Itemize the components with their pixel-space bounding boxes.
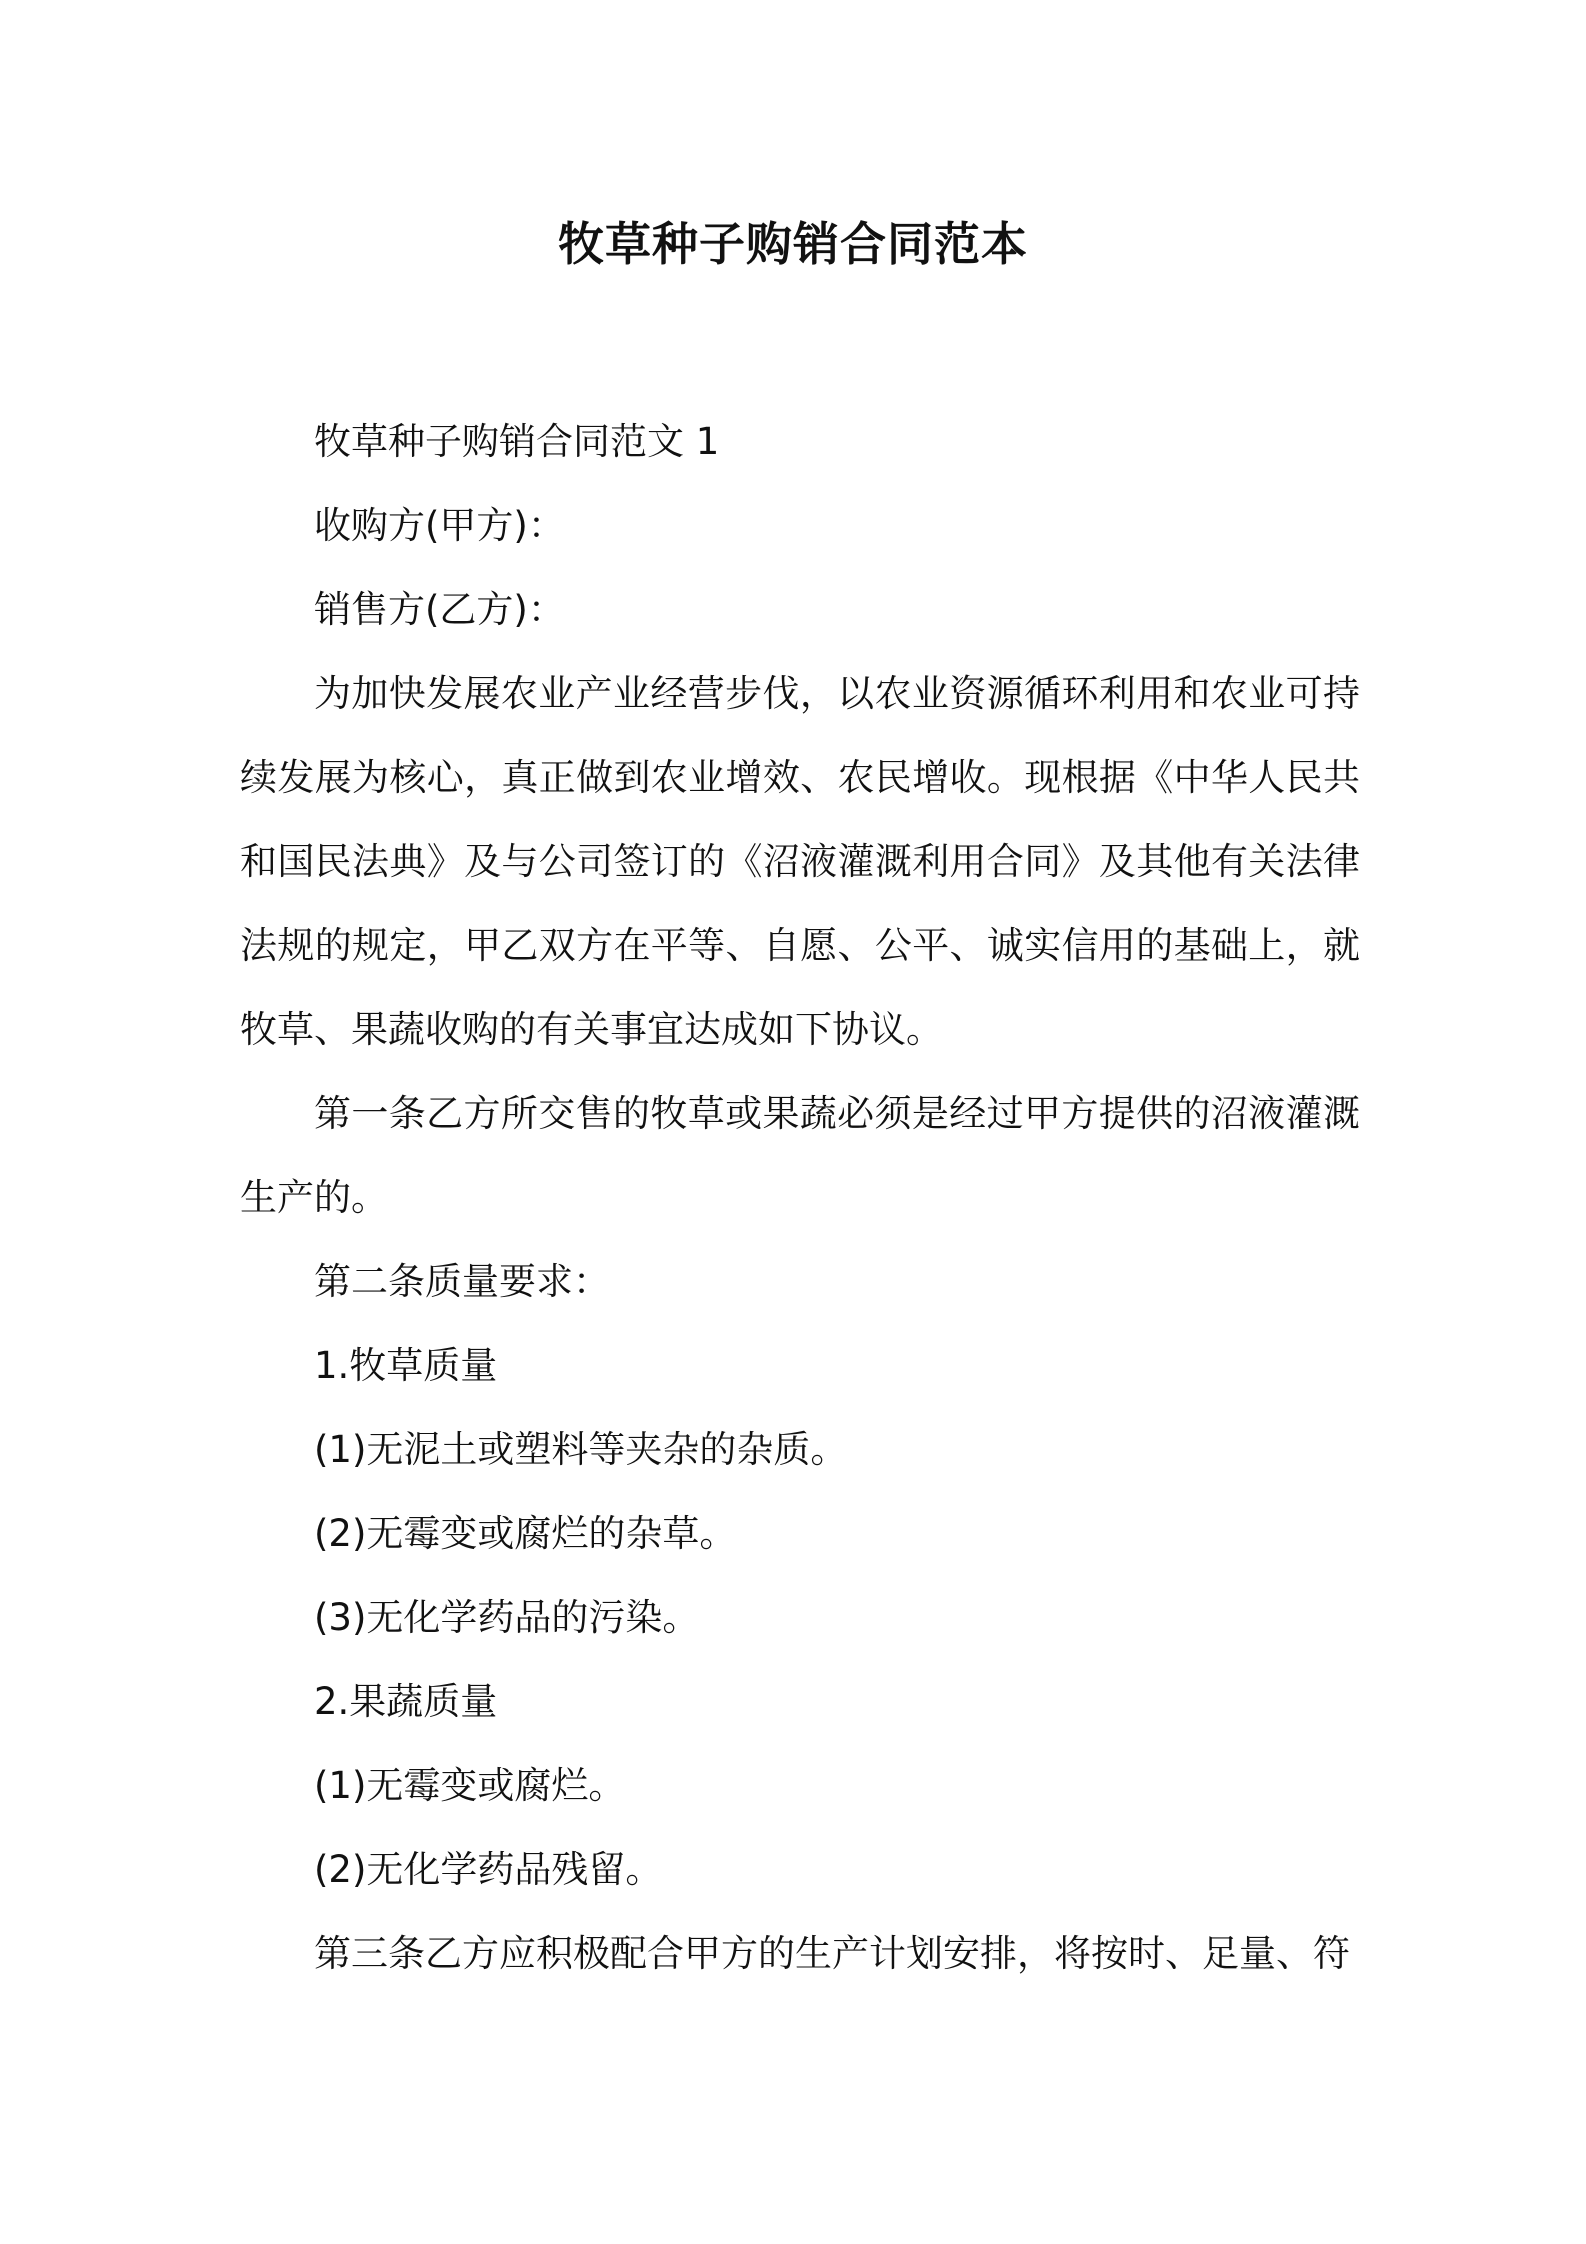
document-title: 牧草种子购销合同范本 [558,217,1028,271]
paragraph-forage-item-3: (3)无化学药品的污染。 [314,1596,700,1639]
paragraph-preamble: 为加快发展农业产业经营步伐，以农业资源循环利用和农业可持续发展为核心，真正做到农业增效、农民增收。现根据《中华人民共和国民法典》及与公司签订的《沼液灌溉利用合同》及其他有关法律法规的规定，甲乙双方在平等、自愿、公平、诚实信用的基础上，就牧草、果蔬收购的有关事宜达成如下协议。 [240,672,1360,1051]
paragraph-produce-item-2: (2)无化学药品残留。 [314,1848,663,1891]
paragraph-seller: 销售方(乙方)： [314,588,565,631]
paragraph-forage-item-2: (2)无霉变或腐烂的杂草。 [314,1512,737,1555]
document-body [240,400,1360,1996]
paragraph-forage-quality: 1.牧草质量 [314,1344,498,1387]
paragraph-article-1: 第一条乙方所交售的牧草或果蔬必须是经过甲方提供的沼液灌溉生产的。 [240,1092,1360,1219]
paragraph-produce-quality: 2.果蔬质量 [314,1680,498,1723]
paragraph-buyer: 收购方(甲方)： [314,504,565,547]
paragraph-produce-item-1: (1)无霉变或腐烂。 [314,1764,626,1807]
paragraph-article-3: 第三条乙方应积极配合甲方的生产计划安排，将按时、足量、符 [314,1932,1350,1975]
paragraph-forage-item-1: (1)无泥土或塑料等夹杂的杂质。 [314,1428,848,1471]
paragraph-subtitle: 牧草种子购销合同范文 1 [314,420,720,463]
paragraph-article-2: 第二条质量要求： [314,1260,610,1303]
